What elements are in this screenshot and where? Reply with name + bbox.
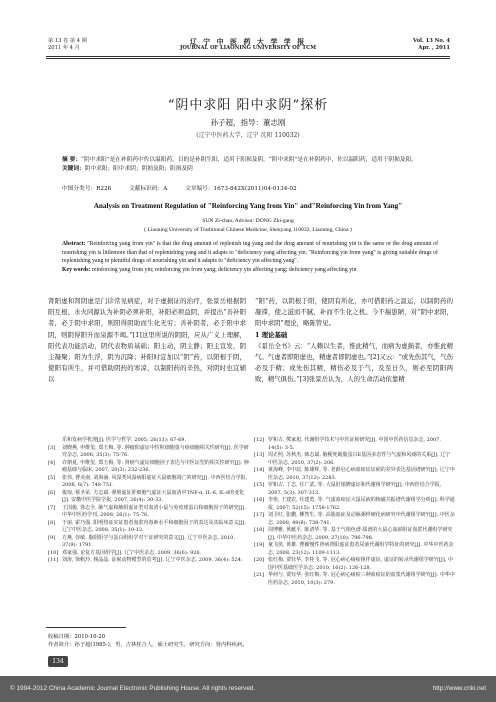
reference-number: [12] xyxy=(254,437,265,443)
section-heading: 1 理论基础 xyxy=(255,330,288,339)
reference-item xyxy=(254,542,455,557)
reference-item xyxy=(254,512,455,527)
reference-item xyxy=(48,557,249,565)
cnki-footer-bar xyxy=(0,676,496,702)
english-title: Analysis on Treatment Regulation of "Reinforcing Yang from Yin" and"Reinforcing Yin from Yang" xyxy=(93,202,403,210)
reference-number: [21] xyxy=(254,572,265,578)
reference-text: 华何与, 贾钰华, 张红梅, 等. 冠心病心痰瘀三种血瘀证的血浆代谢组学研究[J]. 中华中医药杂志, 2010, 10(3): 279. xyxy=(268,572,455,586)
english-author: SUN Zi-chao, Advisor: DONG Zhi-gang xyxy=(202,218,294,224)
reference-item xyxy=(254,527,455,542)
reference-text: 童飞侠, 黄雄. 曹颖慢性肾病肾阳虚证患者尿液代谢组学特征的研究[J]. 中华中医药杂志, 2008, 23(12): 1109-1113. xyxy=(268,542,454,556)
reference-number: [16] xyxy=(254,497,265,503)
reference-text: 张红梅, 贾钰华, 李桂飞, 等. 冠心病心痰瘀阻伴虚证, 虚证的转录代谢组学研究[J]. 中国中医基础医学杂志, 2010, 16(2): 126-128. xyxy=(268,557,453,571)
reference-text: 刘晓燕, 申维玺, 郑玉梅, 等. 肿瘤阳虚证中性粒细胞量与癌细胞相关性研究[J]. 医学研究杂志, 2006, 35(3): 75-76. xyxy=(62,444,249,458)
reference-number: [17] xyxy=(254,512,265,518)
reference-text: 刘卫红, 张鹏, 柳然生, 等. 高脂血症及动脉粥样硬化病研究中代谢组学研究[J]. 中医杂志, 2008, 49(8): 738-741. xyxy=(268,512,455,526)
running-header-issue: Vol. 13 No. 4 Apr. , 2011 xyxy=(413,38,450,51)
reference-text: 方燕, 谷敏. 脂阴阳学与蛋白组组学对干证研究的意义[J]. 辽宁中医杂志, 2010, 37(9): 1791. xyxy=(62,534,235,548)
footnote-rule xyxy=(46,627,126,628)
reference-text: 李艳, 王建农, 任建勇, 等. 气虚血瘀证大鼠尿液的核磁共振谱代谢组学分析[J]. 科学通报, 2007, 52(15): 1758-1762. xyxy=(268,497,455,511)
reference-text: 罗和古, 丁志, 任广武, 等. 大鼠肝郁脾虚证和代谢组学研究[J]. 中西医结合学报, 2007, 5(3): 307-313. xyxy=(268,482,442,496)
reference-item xyxy=(254,437,455,452)
reference-number: [9] xyxy=(48,534,56,541)
classification-meta: 中图分类号：R226 文献标识码：A 文章编号：1673-842X(2011)04-0134-02 xyxy=(62,186,297,192)
reference-text: 王国俊, 徐志全. 肺气虚和肺阴虚证型对血清小鼠与免疫球蛋白和细胞因子的研究[J]. 中华中医药学刊, 2008, 26(1): 75-76. xyxy=(62,504,246,518)
reference-number: [11] xyxy=(48,557,59,563)
article-affiliation: (辽宁中医药大学，辽宁 沈阳 110032) xyxy=(196,132,300,139)
reference-text: 邓家强. 论复方基因组学[J]. 辽宁中医杂志, 2009, 36(6): 926. xyxy=(62,549,202,556)
page-number: 134 xyxy=(48,656,68,667)
reference-number: [14] xyxy=(254,467,265,473)
reference-item xyxy=(48,445,249,460)
reference-item xyxy=(48,535,249,550)
reference-number: [15] xyxy=(254,482,265,488)
article-author: 孙子超，指导：董志刚 xyxy=(210,118,286,127)
reference-number: [6] xyxy=(48,489,56,496)
reference-number: [7] xyxy=(48,504,56,511)
reference-text: 黄海峰, 李中辰, 陈雄辉, 等. 老龄冠心病血瘀证证候的差异表达基因谱研究[J]. 辽宁中医杂志, 2010, 37(12): 2283. xyxy=(268,467,455,481)
reference-number: [18] xyxy=(254,527,265,533)
reference-number: [10] xyxy=(48,549,59,556)
reference-text: 许朝夏, 申维玺, 郑玉梅, 等. 肾癌气虚证细胞因子表达与中医证型的相关性研究[J]. 肿瘤基础与临床, 2007, 20(3): 232-236. xyxy=(62,459,249,473)
reference-number: [3] xyxy=(48,444,56,451)
reference-number: [5] xyxy=(48,474,56,481)
running-header-journal: 辽 宁 中 医 药 大 学 学 报 JOURNAL OF LIAONING UNIVERSITY OF TCM xyxy=(179,37,317,51)
reference-item xyxy=(48,460,249,475)
reference-number: [20] xyxy=(254,557,265,563)
abstract-cn: 摘 要：“阴中求阳”是在补阴药中佐以温阳药，目的是补阴生阳，适用于阳损及阴。“阴中求阴”是在补阴药中，佐以温阳药，适用于阴损及阳。 关键词：阴中求阳；阳中求阴；阴损及阳；阳损及阴 xyxy=(62,157,417,172)
reference-item xyxy=(254,482,455,497)
reference-text: 于丽, 霍乃强. 阳明热证实证患者血浆内毒素水平和细胞因子的表达及其临床意义[J]. 辽宁中医杂志, 2008, 35(1): 10-12. xyxy=(62,519,246,533)
body-column-right: “阳”药，以阴根于阳，使阴有所化，亦可借阳药之温运，以制阴药的凝滞，使之滋而不腻，补而不生化之机。今不揣愚陋，对“阴中求阳，阳中求阴”理论，略陈管见。 1 理论基础 《景岳全书》云：“人赖以生者，惟此精气，而病为虚损者，亦惟此精气。气虚者即阳虚也，精虚者即阴虚也。”[2]又云：“或先伤其气，气伤必及于精；或先伤其精，精伤必及于气，及至日久，则必至阴阳两败，精气俱伤。”[3]张景岳认为，人的生命活动依靠精 xyxy=(255,297,453,384)
reference-number: [13] xyxy=(254,452,265,458)
copyright-text: © 1994-2012 China Academic Journal Electronic Publishing House. All rights reserved. xyxy=(10,685,256,692)
header-rule-thin xyxy=(46,58,450,59)
reference-item xyxy=(48,520,249,535)
reference-number: [19] xyxy=(254,542,265,548)
body-column-left: 肾阳虚和肾阴虚是门诊常见病症，对于虚损证的治疗，张景岳根据阴阳互根、水火同源认为补阴必须补阳，补阳必须益阴，并提出“善补阳者，必于阴中求阳，则阳得阴助而生化无穷；善补阴者，必于阳中求阴，则阴得阳升而泉源不竭。”[1]这里所说的阴阳，应从广义上理解，阳代表功能活动，阴代表物质基础；阳主动，阴主静；阳主宣发，阴主凝聚；阳为生浮，阴为沉降；补阳时宜加以“阴”药，以阳根于阴，使阳有所生，并可借助阴药的寒凉，以制阳药的辛热，对阴时也宜辅以 xyxy=(48,297,246,384)
reference-text: 俊琼, 蔡圣荣, 方志斌. 弹胆虚证肝细胞气虚证大鼠血清中TNF-α, IL-6, IL-8的变化[J]. 安徽中医学院学报, 2007, 26(4): 30-33. xyxy=(62,489,245,503)
reference-item xyxy=(254,467,455,482)
english-affiliation: ( Liaoning University of Traditional Chinese Medicine, Shenyang 110032, Liaoning, China ) xyxy=(144,227,352,233)
reference-text: 刘涛, 徐帆玲, 杨晶晶. 证候动物模型的思考[J]. 辽宁中医杂志, 2009, 36(4): 524. xyxy=(62,557,243,563)
reference-item xyxy=(254,572,455,587)
reference-item xyxy=(254,497,455,512)
english-keywords: reinforcing yang from yin; reinforcing yin from yang; deficiency yin affecting yang; deficiency yang affecting yin xyxy=(91,266,357,273)
reference-text: 周博雅, 黄献平, 陈清华, 等. 基于气相色谱-质谱的大鼠心血瘀阻证血浆代谢组学研究[J]. 中华中医药杂志, 2009, 27(10): 796-798. xyxy=(268,527,453,541)
english-abstract: Abstract: "Reinforcing yang from yin" is that the drug amount of replenish ing yang and the drug amount of nourishing yin is the same or the drug amount of nourishing yin is littlemore than that of replenishing yang and it adapts to "deficiency yang affecting yin. "Reinforcing yin from yang" is giving suitable drugs of replenishing yang in plentiful drugs of nourishing yin and it adapts to "deficiency yin affecting yang". Key words: reinforcing yang from yin; reinforcing yin from yang; deficiency yin affecting yang; deficiency yang affecting yin xyxy=(62,241,439,273)
reference-item xyxy=(48,550,249,558)
header-rule xyxy=(46,56,450,57)
reference-item xyxy=(48,475,249,490)
keywords-cn: 阴中求阳；阳中求阴；阴损及阳；阳损及阴 xyxy=(84,166,193,172)
reference-item xyxy=(48,505,249,520)
article-title: “阴中求阳 阳中求阴”探析 xyxy=(167,98,329,113)
reference-number xyxy=(48,437,62,445)
reference-text: 周正照, 苏秋杰, 韩志斌. 脑梗死载脂蛋白E基因多态性与气虚和风痰的关系[J]. 辽宁中医杂志, 2010, 37(2): 206. xyxy=(268,452,451,466)
reference-number: [8] xyxy=(48,519,56,526)
footer-url-link[interactable]: http://www.cnki.net xyxy=(432,685,486,692)
reference-text: 罗和古, 熊家旭. 代谢组学技术与中医证候研究[J]. 中国中医药信息杂志, 2007, 14(5): 3-5. xyxy=(268,437,441,451)
references-left xyxy=(48,437,249,565)
reference-number: [4] xyxy=(48,459,56,466)
reference-item xyxy=(254,557,455,572)
reference-item xyxy=(48,437,249,445)
reference-item xyxy=(48,490,249,505)
reference-text: 张伟, 曹美南, 刘海涵. 风湿类风湿病阳虚证大鼠细胞凋亡的研究[J]. 中西医结合学报, 2008, 6(7): 748-751. xyxy=(62,474,248,488)
running-header-volume: 第 13 卷 第 4 期 2011 年 4 月 xyxy=(48,38,87,51)
references-right xyxy=(254,437,455,587)
article-notes: 收稿日期：2010-10-20 作者简介：孙子超(1985-)，男，吉林桂合人，硕士研究生，研究方向：肾内科疾病。 xyxy=(48,634,248,648)
reference-item xyxy=(254,452,455,467)
reference-text: 乐和发病学机理[J]. 医学与哲学, 2005, 26(11): 67-69. xyxy=(62,437,187,443)
